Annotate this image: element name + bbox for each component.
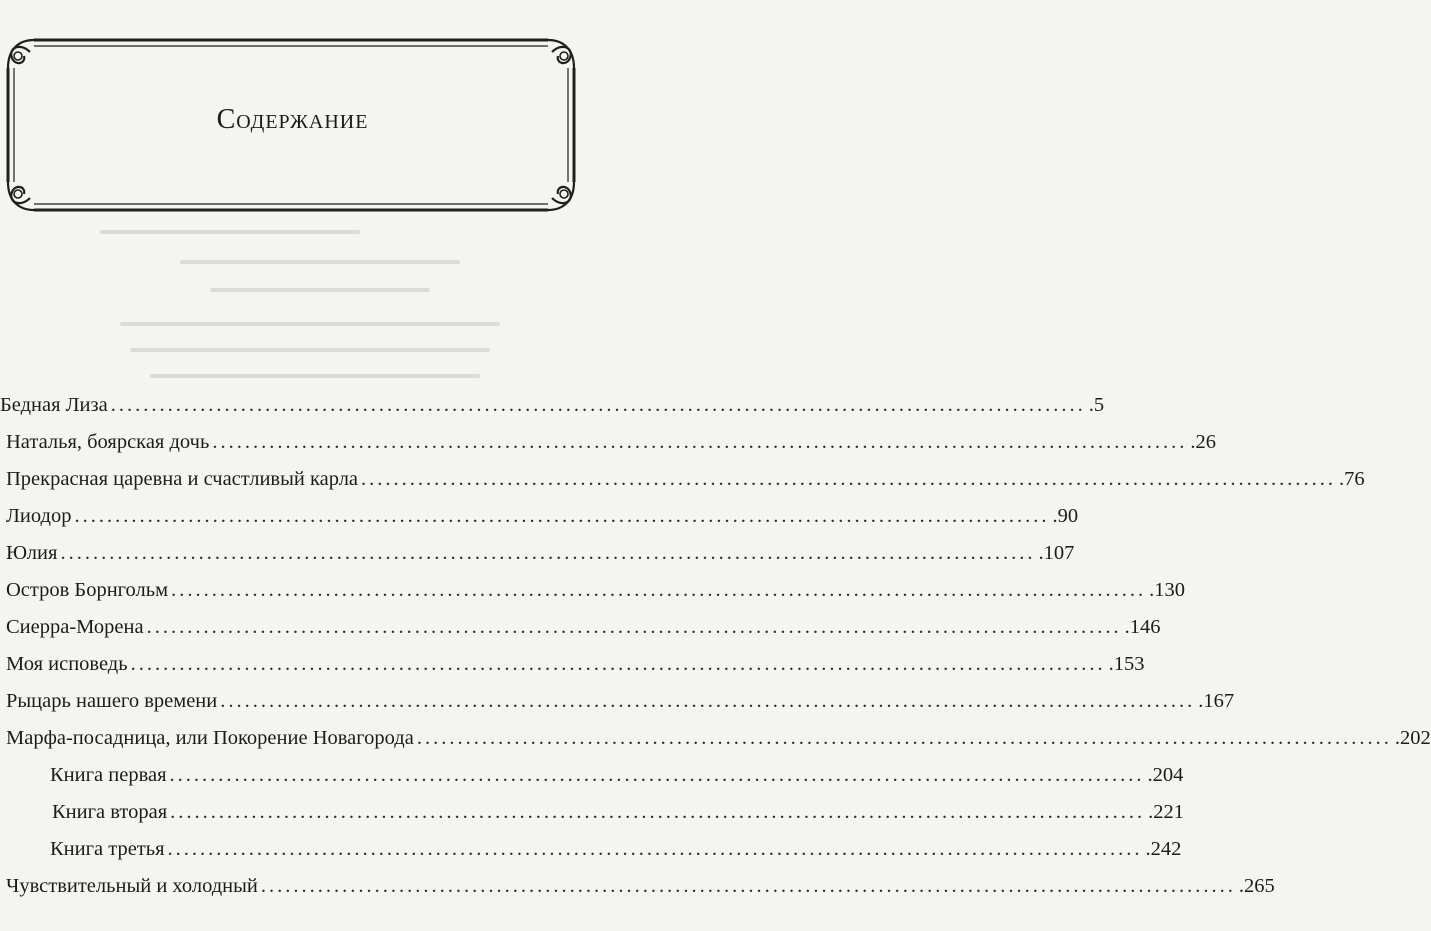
reverse-page-bleed xyxy=(60,230,530,390)
toc-entry-page: .146 xyxy=(1124,616,1161,638)
toc-entry-title: Книга вторая xyxy=(52,801,168,823)
dot-leader: ........................................................................................................................ xyxy=(146,616,1122,638)
toc-subentry[interactable] xyxy=(50,760,1184,790)
toc-entry-page: .242 xyxy=(1145,838,1182,860)
page-title: Содержание xyxy=(216,104,369,135)
toc-entry-page: .76 xyxy=(1339,468,1365,490)
dot-leader: ........................................................................................................................ xyxy=(74,505,1050,527)
toc-entry-page: .153 xyxy=(1108,653,1145,675)
toc-entry-title: Наталья, боярская дочь xyxy=(6,431,210,453)
dot-leader: ........................................................................................................................ xyxy=(260,875,1236,897)
toc-entry-title: Моя исповедь xyxy=(6,653,128,675)
toc-entry-title: Книга третья xyxy=(50,838,165,860)
toc-entry-page: .167 xyxy=(1198,690,1235,712)
toc-entry[interactable] xyxy=(6,686,1235,716)
toc-entry[interactable] xyxy=(6,427,1216,457)
toc-entry-page: .5 xyxy=(1088,394,1105,416)
dot-leader: ........................................................................................................................ xyxy=(167,838,1143,860)
toc-subentry[interactable] xyxy=(52,797,1185,827)
toc-entry-title: Марфа-посадница, или Покорение Новагорода xyxy=(6,727,414,749)
toc-entry[interactable] xyxy=(6,723,1431,753)
dot-leader: ........................................................................................................................ xyxy=(416,727,1392,749)
toc-entry-title: Рыцарь нашего времени xyxy=(6,690,218,712)
toc-entry-title: Прекрасная царевна и счастливый карла xyxy=(6,468,359,490)
toc-entry-title: Чувствительный и холодный xyxy=(6,875,258,897)
toc-entry[interactable] xyxy=(0,390,1105,420)
toc-entry-title: Остров Борнгольм xyxy=(6,579,169,601)
dot-leader: ........................................................................................................................ xyxy=(130,653,1106,675)
toc-entry-page: .90 xyxy=(1052,505,1079,527)
toc-entry-page: .204 xyxy=(1147,764,1184,786)
toc-entry-page: .107 xyxy=(1038,542,1075,564)
dot-leader: ........................................................................................................................ xyxy=(169,764,1145,786)
toc-entry-page: .202 xyxy=(1394,727,1431,749)
toc-entry[interactable] xyxy=(6,612,1161,642)
dot-leader: ........................................................................................................................ xyxy=(361,468,1337,490)
toc-entry-page: .26 xyxy=(1190,431,1216,453)
toc-subentry[interactable] xyxy=(50,834,1182,864)
toc-entry[interactable] xyxy=(6,649,1145,679)
toc-entry[interactable] xyxy=(6,464,1365,494)
toc-entry-page: .130 xyxy=(1149,579,1185,601)
dot-leader: ........................................................................................................................ xyxy=(220,690,1196,712)
dot-leader: ........................................................................................................................ xyxy=(170,801,1146,823)
toc-entry-title: Сиерра-Морена xyxy=(6,616,144,638)
toc-entry[interactable] xyxy=(6,575,1185,605)
dot-leader: ........................................................................................................................ xyxy=(60,542,1036,564)
dot-leader: ........................................................................................................................ xyxy=(171,579,1147,601)
dot-leader: ........................................................................................................................ xyxy=(212,431,1188,453)
toc-entry[interactable] xyxy=(6,501,1079,531)
toc-entry-title: Книга первая xyxy=(50,764,167,786)
dot-leader: ........................................................................................................................ xyxy=(110,394,1086,416)
toc-entry-title: Юлия xyxy=(6,542,58,564)
toc-entry[interactable] xyxy=(6,871,1275,901)
toc-entry[interactable] xyxy=(6,538,1075,568)
toc-entry-title: Лиодор xyxy=(6,505,72,527)
toc-entry-page: .265 xyxy=(1238,875,1275,897)
toc-entry-title: Бедная Лиза xyxy=(0,394,108,416)
toc-entry-page: .221 xyxy=(1148,801,1185,823)
